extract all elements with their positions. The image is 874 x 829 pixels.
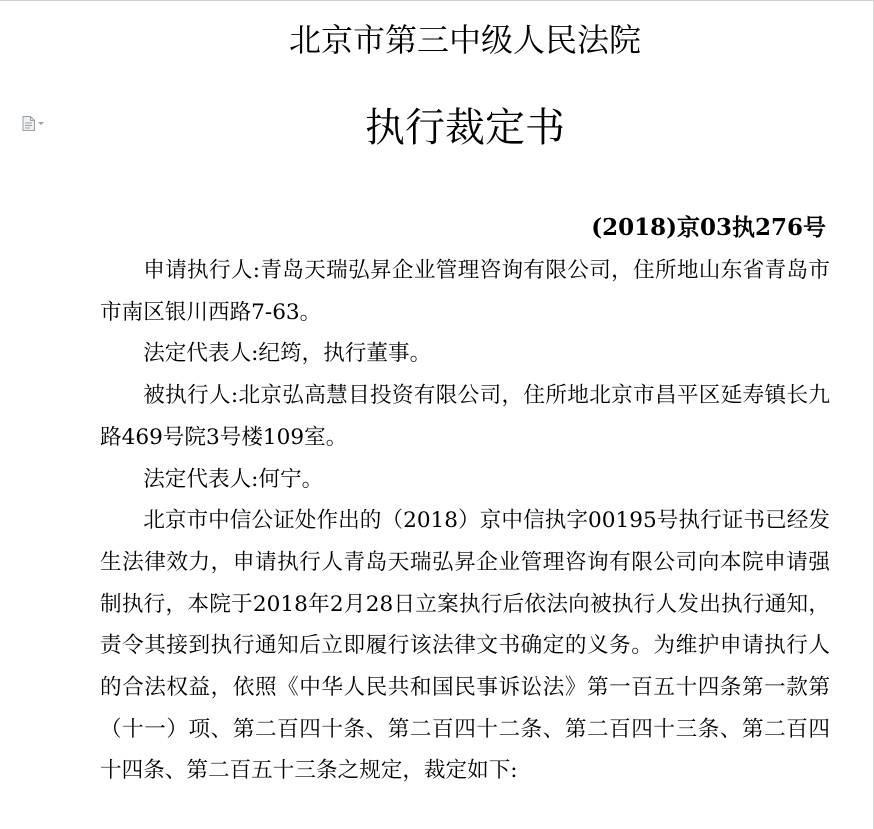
court-name: 北京市第三中级人民法院 [288, 21, 641, 59]
paragraph-applicant: 申请执行人:青岛天瑞弘昇企业管理咨询有限公司，住所地山东省青岛市市南区银川西路7-63。 [100, 258, 830, 325]
case-number: (2018)京03执276号 [591, 214, 826, 241]
page-top-edge [0, 0, 874, 1]
document-body [100, 250, 830, 792]
paragraph-facts: 北京市中信公证处作出的（2018）京中信执字00195号执行证书已经发生法律效力，申请执行人青岛天瑞弘昇企业管理咨询有限公司向本院申请强制执行，本院于2018年2月28日立案执行后依法向被执行人发出执行通知，责令其接到执行通知后立即履行该法律文书确定的义务。为维护申请执行人的合法权益，依照《中华人民共和国民事诉讼法》第一百五十四条第一款第（十一）项、第二百四十条、第二百四十二条、第二百四十三条、第二百四十四条、第二百五十三条之规定，裁定如下: [100, 508, 830, 784]
paragraph-respondent: 被执行人:北京弘高慧目投资有限公司，住所地北京市昌平区延寿镇长九路469号院3号楼109室。 [100, 383, 830, 450]
paragraph-applicant-representative: 法定代表人:纪筠，执行董事。 [143, 341, 432, 367]
paragraph-respondent-representative: 法定代表人:何宁。 [143, 466, 324, 492]
document-title: 执行裁定书 [365, 105, 565, 151]
